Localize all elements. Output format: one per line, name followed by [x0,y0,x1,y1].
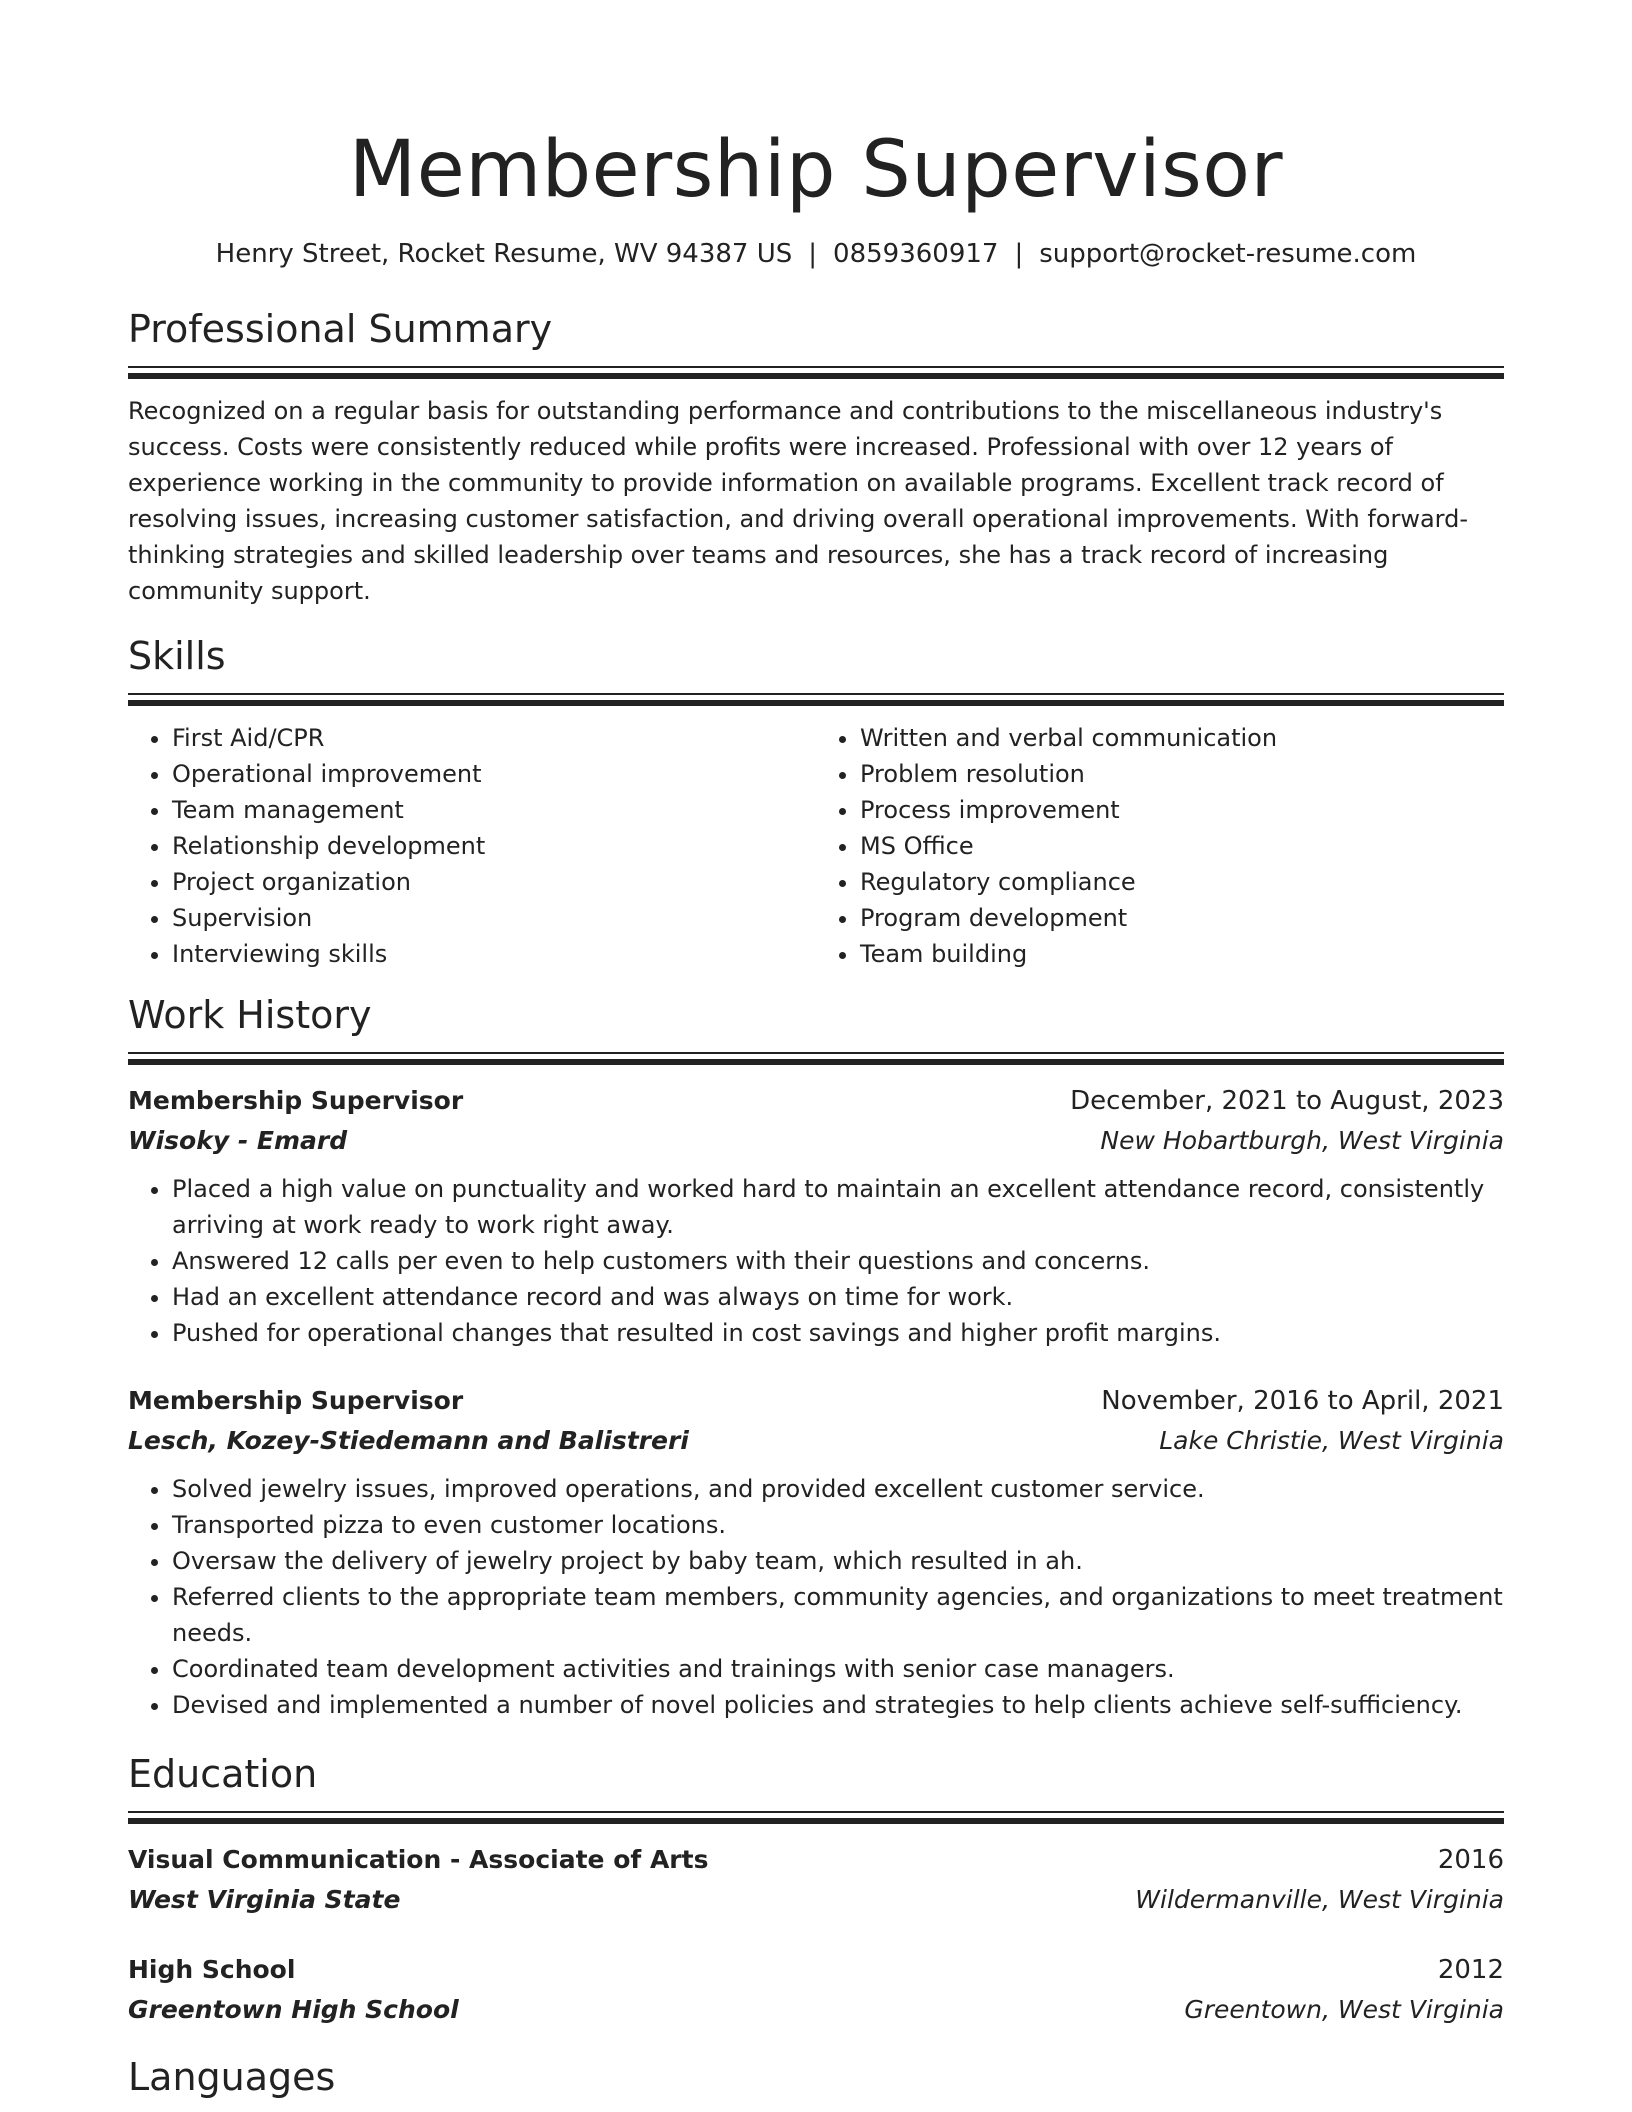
job-header-row [128,1081,1504,1121]
skill-item: • MS Office [860,828,1504,864]
skill-item: • Supervision [172,900,816,936]
job-company: Lesch, Kozey-Stiedemann and Balistreri [128,1426,689,1455]
languages-title: Languages [128,2055,336,2099]
skill-item: • Written and verbal communication [860,720,1504,756]
skill-item: • Regulatory compliance [860,864,1504,900]
job-company-row [128,1421,1504,1461]
skills-right-list [816,720,1504,972]
skill-item: • Relationship development [172,828,816,864]
skill-item: • Problem resolution [860,756,1504,792]
job-location: New Hobartburgh, West Virginia [1100,1126,1504,1155]
job-title: Membership Supervisor [128,1386,464,1415]
skill-item: • Operational improvement [172,756,816,792]
skills-section [128,631,1504,972]
work-history-title: Work History [128,993,372,1037]
skill-item: • Interviewing skills [172,936,816,972]
job-bullet: • Referred clients to the appropriate team members, community agencies, and organizations to meet treatment needs. [172,1579,1504,1651]
skill-item: • Team management [172,792,816,828]
skills-title: Skills [128,634,226,678]
education-entry [128,1840,1504,1920]
job-company-row [128,1121,1504,1161]
job-bullet: • Had an excellent attendance record and was always on time for work. [172,1279,1504,1315]
education-year: 2016 [1437,1845,1504,1875]
summary-section [128,304,1504,609]
job-entry [128,1381,1504,1723]
job-bullet: • Pushed for operational changes that resulted in cost savings and higher profit margins. [172,1315,1504,1351]
skills-left-list [128,720,816,972]
education-school: West Virginia State [128,1885,401,1914]
section-divider [128,366,1504,379]
summary-title: Professional Summary [128,307,553,351]
skills-columns [128,720,1504,972]
job-bullets [128,1171,1504,1351]
job-bullet: • Coordinated team development activities and trainings with senior case managers. [172,1651,1504,1687]
job-title: Membership Supervisor [128,1086,464,1115]
contact-separator: | [1014,239,1024,269]
education-header-row [128,1840,1504,1880]
job-bullet: • Oversaw the delivery of jewelry project by baby team, which resulted in ah. [172,1543,1504,1579]
languages-section [128,2052,1504,2102]
work-history-section [128,990,1504,1723]
education-title: Education [128,1752,318,1796]
job-bullet: • Transported pizza to even customer locations. [172,1507,1504,1543]
section-divider [128,693,1504,706]
education-school-row [128,1990,1504,2030]
education-degree: High School [128,1955,296,1984]
section-divider [128,1811,1504,1824]
resume-name: Membership Supervisor [348,125,1284,215]
education-entry [128,1950,1504,2030]
education-school: Greentown High School [128,1995,459,2024]
summary-text: Recognized on a regular basis for outstanding performance and contributions to the miscellaneous industry's success. Costs were consistently reduced while profits were increased. Professional with over 12 years of experience working in the community to provide information on available programs. Excellent track record of resolving issues, increasing customer satisfaction, and driving overall operational improvements. With forward-thinking strategies and skilled leadership over teams and resources, she has a track record of increasing community support. [128,397,1468,605]
job-entry [128,1081,1504,1351]
education-location: Wildermanville, West Virginia [1135,1885,1504,1914]
education-degree: Visual Communication - Associate of Arts [128,1845,709,1874]
job-dates: November, 2016 to April, 2021 [1101,1386,1504,1416]
job-bullet: • Devised and implemented a number of novel policies and strategies to help clients achieve self-sufficiency. [172,1687,1504,1723]
education-header-row [128,1950,1504,1990]
skill-item: • Team building [860,936,1504,972]
contact-address: Henry Street, Rocket Resume, WV 94387 US [215,239,793,269]
contact-phone: 0859360917 [833,239,999,269]
job-bullet: • Solved jewelry issues, improved operations, and provided excellent customer service. [172,1471,1504,1507]
skill-item: • First Aid/CPR [172,720,816,756]
job-bullet: • Answered 12 calls per even to help customers with their questions and concerns. [172,1243,1504,1279]
job-bullet: • Placed a high value on punctuality and worked hard to maintain an excellent attendance record, consistently arriving at work ready to work right away. [172,1171,1504,1243]
education-school-row [128,1880,1504,1920]
job-dates: December, 2021 to August, 2023 [1070,1086,1504,1116]
education-year: 2012 [1437,1955,1504,1985]
job-header-row [128,1381,1504,1421]
section-divider [128,1052,1504,1065]
contact-email: support@rocket-resume.com [1039,239,1417,269]
skill-item: • Program development [860,900,1504,936]
job-company: Wisoky - Emard [128,1126,348,1155]
skill-item: • Project organization [172,864,816,900]
education-location: Greentown, West Virginia [1184,1995,1504,2024]
skill-item: • Process improvement [860,792,1504,828]
contact-line [128,236,1504,272]
education-section [128,1749,1504,2030]
job-bullets [128,1471,1504,1723]
job-location: Lake Christie, West Virginia [1159,1426,1504,1455]
contact-separator: | [808,239,818,269]
